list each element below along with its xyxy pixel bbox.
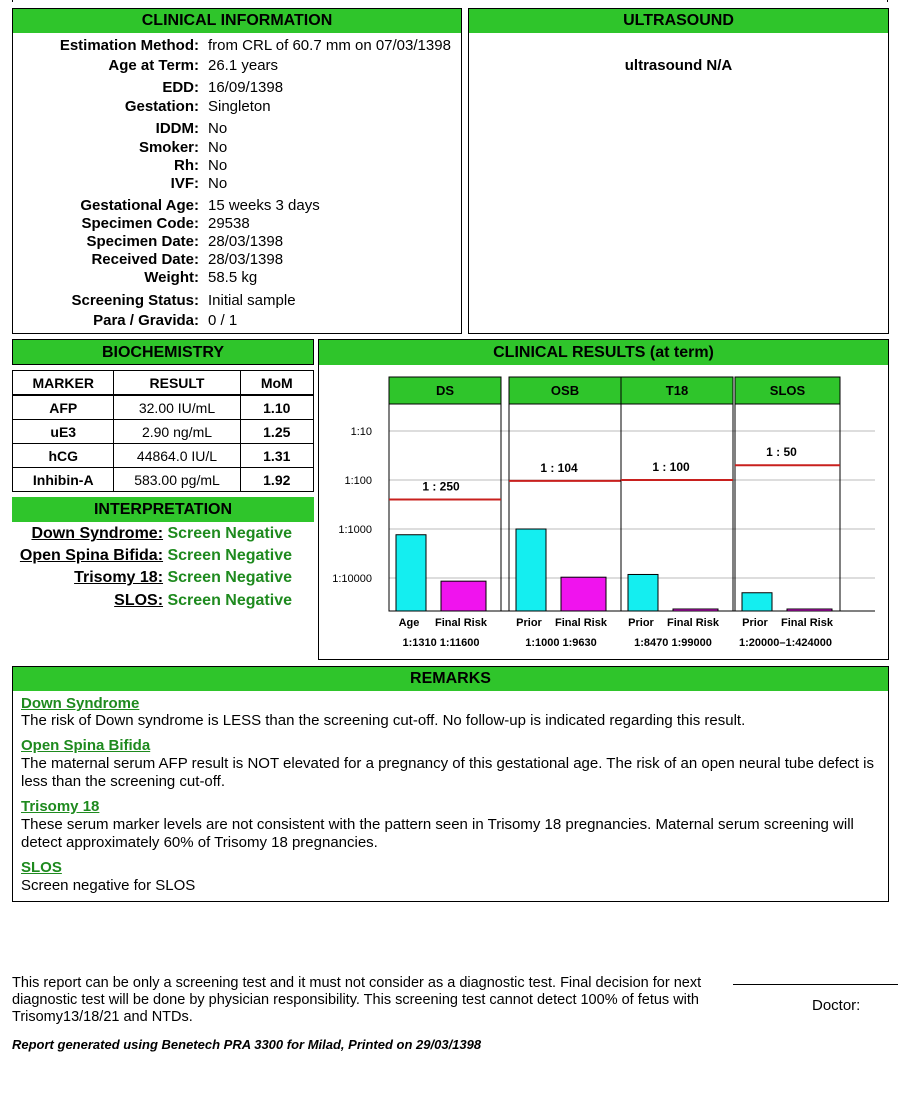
clinical-info-value: 28/03/1398	[208, 233, 284, 250]
risk-bar	[561, 577, 606, 611]
bar-value-labels: 1:8470 1:99000	[634, 637, 712, 649]
bar-value-labels: 1:20000–1:424000	[739, 637, 832, 649]
y-tick-label: 1:1000	[338, 524, 372, 536]
y-tick-label: 1:10	[350, 426, 372, 438]
interpretation-key: SLOS:	[114, 592, 164, 609]
result-cell: 32.00 IU/mL	[114, 395, 240, 420]
mom-cell: 1.31	[240, 444, 313, 468]
interpretation-key: Open Spina Bifida:	[19, 547, 164, 564]
clinical-info-row	[13, 175, 461, 193]
clinical-info-value: 58.5 kg	[208, 269, 258, 286]
biochemistry-row	[13, 444, 314, 468]
bar-value-labels: 1:1310 1:11600	[402, 637, 480, 649]
remark-text: Screen negative for SLOS	[21, 877, 196, 894]
interpretation-key: Trisomy 18:	[74, 569, 164, 586]
mom-cell: 1.92	[240, 468, 313, 492]
remark-title: Down Syndrome	[21, 695, 140, 712]
group-name: SLOS	[769, 383, 806, 398]
clinical-info-row	[13, 79, 461, 97]
bar-label: Final Risk	[781, 617, 833, 629]
y-tick-label: 1:100	[344, 475, 372, 487]
clinical-results-panel	[318, 339, 889, 660]
clinical-info-label: Specimen Date:	[86, 233, 199, 250]
risk-bar	[396, 535, 426, 611]
marker-cell: hCG	[13, 444, 114, 468]
clinical-info-value: from CRL of 60.7 mm on 07/03/1398	[208, 37, 451, 54]
interpretation-item	[20, 547, 292, 565]
clinical-info-label: Age at Term:	[108, 57, 199, 74]
interpretation-key: Down Syndrome:	[31, 525, 164, 542]
remarks-header: REMARKS	[13, 667, 888, 691]
clinical-info-label: Estimation Method:	[59, 37, 199, 54]
bar-label: Final Risk	[555, 617, 607, 629]
result-cell: 583.00 pg/mL	[114, 468, 240, 492]
clinical-results-header: CLINICAL RESULTS (at term)	[319, 340, 888, 365]
clinical-info-row	[13, 139, 461, 157]
clinical-info-row	[13, 37, 461, 55]
clinical-info-label: IDDM:	[155, 120, 199, 137]
clinical-info-label: Rh:	[174, 157, 199, 174]
clinical-info-label: IVF:	[170, 175, 199, 192]
doctor-signature-line	[733, 984, 898, 985]
clinical-info-value: No	[208, 175, 228, 192]
interpretation-header: INTERPRETATION	[12, 497, 314, 522]
clinical-information-panel	[12, 8, 462, 334]
clinical-info-value: 28/03/1398	[208, 251, 284, 268]
ultrasound-text: ultrasound N/A	[624, 57, 733, 74]
clinical-info-value: Singleton	[208, 98, 271, 115]
bar-label: Prior	[628, 617, 654, 629]
biochemistry-panel	[12, 339, 314, 660]
biochemistry-header-row	[13, 371, 314, 396]
clinical-info-label: EDD:	[162, 79, 199, 96]
clinical-info-label: Para / Gravida:	[93, 312, 199, 329]
clinical-info-label: Specimen Code:	[81, 215, 199, 232]
clinical-info-label: Received Date:	[91, 251, 199, 268]
group-name: DS	[435, 383, 455, 398]
clinical-info-value: Initial sample	[208, 292, 296, 309]
footer-disclaimer: This report can be only a screening test and it must not consider as a diagnostic test. Final decision for next diagnostic test will be done by physician responsibility. This screening test cannot detect 100% of fetus with Trisomy13/18/21 and NTDs.	[12, 975, 702, 1025]
interpretation-value: Screen Negative	[167, 547, 292, 564]
remark-title: SLOS	[21, 859, 62, 876]
column-result: RESULT	[114, 371, 240, 396]
clinical-info-value: No	[208, 157, 228, 174]
ultrasound-panel	[468, 8, 889, 334]
bar-label: Age	[398, 617, 420, 629]
group-name: OSB	[550, 383, 580, 398]
column-marker: MARKER	[13, 371, 114, 396]
clinical-info-row	[13, 57, 461, 75]
biochemistry-table	[12, 370, 314, 492]
risk-bar	[742, 593, 772, 611]
clinical-info-row	[13, 292, 461, 310]
cutoff-label: 1 : 50	[766, 445, 797, 460]
remarks-panel	[12, 666, 889, 902]
remark-title: Trisomy 18	[21, 798, 100, 815]
doctor-label: Doctor:	[812, 997, 861, 1014]
clinical-info-value: 16/09/1398	[208, 79, 284, 96]
interpretation-value: Screen Negative	[167, 525, 292, 542]
clinical-results-chart	[319, 365, 888, 659]
marker-cell: Inhibin-A	[13, 468, 114, 492]
clinical-info-row	[13, 215, 461, 233]
remark-text: The maternal serum AFP result is NOT elevated for a pregnancy of this gestational age. The risk of an open neural tube defect is less than the screening cut-off.	[21, 755, 874, 790]
ultrasound-header: ULTRASOUND	[469, 9, 888, 33]
interpretation-value: Screen Negative	[167, 569, 292, 586]
risk-bar	[441, 581, 486, 611]
risk-bar	[516, 529, 546, 611]
cutoff-label: 1 : 250	[422, 479, 460, 494]
clinical-info-value: 29538	[208, 215, 250, 232]
biochemistry-header: BIOCHEMISTRY	[12, 339, 314, 365]
marker-cell: uE3	[13, 420, 114, 444]
clinical-info-row	[13, 233, 461, 251]
biochemistry-row	[13, 420, 314, 444]
bar-label: Prior	[516, 617, 542, 629]
report-generated-note: Report generated using Benetech PRA 3300 for Milad, Printed on 29/03/1398	[12, 1037, 482, 1052]
clinical-info-row	[13, 98, 461, 116]
interpretation-item	[114, 592, 292, 610]
mom-cell: 1.25	[240, 420, 313, 444]
result-cell: 44864.0 IU/L	[114, 444, 240, 468]
bar-label: Prior	[742, 617, 768, 629]
clinical-info-value: No	[208, 139, 228, 156]
group-name: T18	[665, 383, 689, 398]
bar-label: Final Risk	[435, 617, 487, 629]
clinical-info-label: Screening Status:	[71, 292, 199, 309]
clinical-info-value: 26.1 years	[208, 57, 279, 74]
result-cell: 2.90 ng/mL	[114, 420, 240, 444]
group-box	[735, 377, 840, 611]
bar-label: Final Risk	[667, 617, 719, 629]
mom-cell: 1.10	[240, 395, 313, 420]
remark-text: These serum marker levels are not consistent with the pattern seen in Trisomy 18 pregnancies. Maternal serum screening will detect approximately 60% of Trisomy 18 pregnancies.	[21, 816, 854, 851]
clinical-info-row	[13, 269, 461, 287]
clinical-information-header: CLINICAL INFORMATION	[13, 9, 461, 33]
clinical-info-row	[13, 120, 461, 138]
marker-cell: AFP	[13, 395, 114, 420]
clinical-info-value: 0 / 1	[208, 312, 238, 329]
top-border-remnant	[12, 0, 888, 2]
cutoff-label: 1 : 104	[540, 460, 578, 475]
clinical-info-label: Gestational Age:	[80, 197, 199, 214]
interpretation-item	[31, 525, 292, 543]
remark-title: Open Spina Bifida	[21, 737, 151, 754]
clinical-info-label: Weight:	[144, 269, 199, 286]
y-tick-label: 1:10000	[332, 573, 372, 585]
clinical-info-label: Gestation:	[124, 98, 199, 115]
clinical-info-row	[13, 251, 461, 269]
interpretation-item	[74, 569, 292, 587]
interpretation-value: Screen Negative	[167, 592, 292, 609]
clinical-info-value: No	[208, 120, 228, 137]
column-mom: MoM	[240, 371, 313, 396]
biochemistry-row	[13, 395, 314, 420]
clinical-info-row	[13, 197, 461, 215]
clinical-info-row	[13, 312, 461, 330]
cutoff-label: 1 : 100	[652, 460, 690, 474]
biochemistry-row	[13, 468, 314, 492]
remark-text: The risk of Down syndrome is LESS than the screening cut-off. No follow-up is indicated regarding this result.	[21, 712, 746, 729]
risk-bar	[628, 574, 658, 611]
clinical-info-value: 15 weeks 3 days	[208, 197, 320, 214]
clinical-info-row	[13, 157, 461, 175]
clinical-info-label: Smoker:	[138, 139, 199, 156]
bar-value-labels: 1:1000 1:9630	[525, 637, 597, 649]
